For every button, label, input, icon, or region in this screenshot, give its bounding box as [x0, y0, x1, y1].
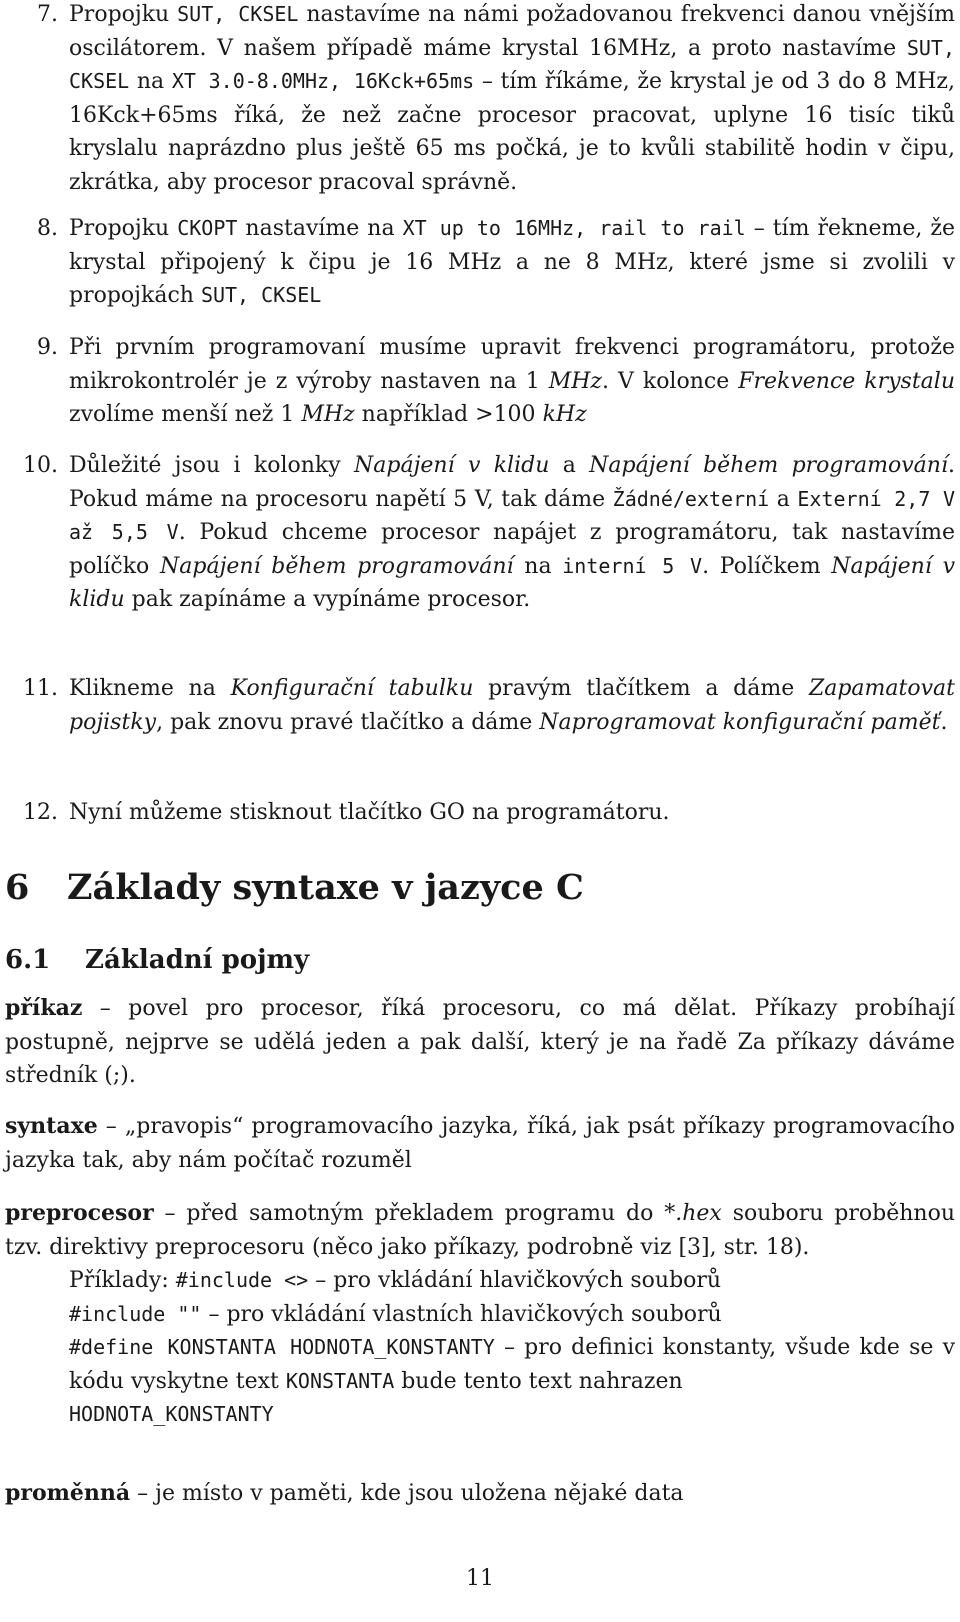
code-snippet: #include <>: [175, 1268, 309, 1292]
example-text: – pro vkládání vlastních hlavičkových souborů: [201, 1301, 722, 1327]
text-run: .: [940, 709, 948, 735]
item-number: 12.: [23, 800, 58, 825]
examples-label: Příklady:: [69, 1268, 176, 1293]
text-run: . Políčkem: [702, 553, 832, 579]
text-run: pak zapínáme a vypínáme procesor.: [124, 587, 531, 612]
item-number: 11.: [23, 676, 58, 701]
code-text: Externí 2,7 V až 5,5 V: [69, 486, 955, 544]
code-snippet: HODNOTA_KONSTANTY: [69, 1402, 274, 1426]
definition-syntaxe: [5, 1110, 955, 1177]
text-run: – tím řekneme, že krystal připojený k čipu je 16 MHz a ne 8 MHz, které jsme si zvolili v propojkách: [69, 216, 955, 308]
text-run: pravým tlačítkem a dáme: [473, 676, 809, 701]
code-text: SUT, CKSEL: [200, 283, 322, 307]
item-body: [69, 796, 955, 830]
text-run: Nyní můžeme stisknout tlačítko GO na programátoru.: [69, 800, 670, 825]
file-extension: *.hex: [664, 1201, 722, 1226]
code-text: XT 3.0-8.0MHz, 16Kck+65ms: [171, 69, 475, 93]
text-run: Důležité jsou i kolonky: [69, 453, 355, 478]
item-number: 8.: [37, 216, 58, 241]
emphasis-text: MHz: [548, 368, 603, 394]
text-run: , pak znovu pravé tlačítko a dáme: [156, 709, 540, 735]
term-text: souboru proběhnou tzv. direktivy preprocesoru (něco jako příkazy, podrobně viz [3], str. 18).: [5, 1201, 955, 1260]
term-text: – povel pro procesor, říká procesoru, co má dělat. Příkazy probíhají postupně, nejprve se udělá jeden a pak další, který je na řadě Za příkazy dáváme středník (;).: [5, 996, 955, 1088]
term-text: – „pravopis“ programovacího jazyka, říká, jak psát příkazy programovacího jazyka tak, aby nám počítač rozuměl: [5, 1114, 955, 1173]
code-text: interní 5 V: [562, 553, 703, 578]
item-body: [69, 212, 955, 313]
item-body: [69, 449, 955, 617]
code-snippet: #define KONSTANTA HODNOTA_KONSTANTY: [69, 1335, 495, 1359]
example-line-1: [5, 1264, 955, 1298]
item-number: 9.: [37, 335, 58, 360]
emphasis-text: Frekvence krystalu: [738, 368, 955, 394]
term-head: syntaxe: [5, 1113, 98, 1139]
example-line-4: [5, 1398, 955, 1432]
text-run: Propojku: [69, 2, 178, 27]
definition-promenna: [5, 1477, 955, 1511]
code-text: SUT, CKSEL: [69, 35, 955, 93]
text-run: na: [129, 69, 172, 94]
emphasis-text: Napájení během programování: [160, 553, 514, 579]
emphasis-text: Napájení v klidu: [354, 453, 550, 478]
text-run: – tím říkáme, že krystal je od 3 do 8 MHz, 16Kck+65ms říká, že než začne procesor pracovat, uplyne 16 tisíc tiků kryslalu naprázdno plus ještě 65 ms počká, je to kvůli stabilitě hodin v čipu, zkrátka, aby procesor pracoval správně.: [69, 69, 955, 195]
subsection-title: Základní pojmy: [85, 945, 310, 975]
section-title: Základy syntaxe v jazyce C: [67, 867, 584, 908]
example-text: – pro definici konstanty, všude kde se v kódu vyskytne text: [69, 1335, 956, 1394]
text-run: . Pokud chceme procesor napájet z programátoru, tak nastavíme políčko: [69, 520, 956, 579]
code-text: SUT, CKSEL: [177, 2, 299, 26]
text-run: Při prvním programovaní musíme upravit frekvenci programátoru, protože mikrokontrolér je z výroby nastaven na 1: [69, 335, 955, 394]
emphasis-text: Konfigurační tabulku: [230, 676, 474, 701]
emphasis-text: Napájení v klidu: [69, 553, 955, 612]
term-head: příkaz: [5, 995, 83, 1021]
emphasis-text: MHz: [301, 402, 355, 427]
text-run: zvolíme menší než 1: [69, 402, 302, 427]
term-head: proměnná: [5, 1480, 131, 1506]
text-run: na: [513, 553, 563, 579]
page-number: 11: [466, 1566, 494, 1591]
code-text: CKOPT: [177, 216, 238, 240]
code-snippet: KONSTANTA: [285, 1368, 395, 1393]
emphasis-text: kHz: [542, 402, 587, 427]
definition-prikaz: [5, 992, 955, 1093]
code-text: Žádné/externí: [612, 486, 770, 511]
example-text: bude tento text nahrazen: [394, 1368, 683, 1394]
example-line-3: [5, 1331, 955, 1398]
text-run: a: [549, 453, 590, 478]
text-run: . Pokud máme na procesoru napětí 5 V, tak dáme: [69, 453, 955, 512]
text-run: nastavíme na námi požadovanou frekvenci danou vnějším oscilátorem. V našem případě máme krystal 16MHz, a proto nastavíme: [69, 2, 955, 61]
example-text: – pro vkládání hlavičkových souborů: [308, 1268, 722, 1293]
code-text: XT up to 16MHz, rail to rail: [402, 216, 746, 240]
term-text: – je místo v paměti, kde jsou uložena nějaké data: [130, 1481, 684, 1506]
text-run: Klikneme na: [69, 676, 231, 701]
emphasis-text: Zapamatovat pojistky: [69, 676, 955, 735]
term-head: preprocesor: [5, 1200, 154, 1226]
text-run: . V kolonce: [602, 368, 739, 394]
section-heading: [5, 868, 584, 908]
item-body: [69, 672, 955, 739]
item-number: 10.: [23, 453, 58, 478]
text-run: a: [769, 486, 798, 512]
emphasis-text: Naprogramovat konfigurační paměť: [539, 709, 941, 735]
subsection-number: 6.1: [5, 945, 51, 975]
code-snippet: #include "": [69, 1301, 202, 1326]
text-run: například >100: [354, 402, 543, 427]
text-run: Propojku: [69, 216, 178, 241]
definition-preprocesor: [5, 1197, 955, 1432]
subsection-heading: [5, 943, 309, 977]
item-body: [69, 0, 955, 199]
text-run: nastavíme na: [237, 216, 403, 241]
section-number: 6: [5, 867, 30, 908]
item-number: 7.: [37, 2, 58, 27]
term-text: – před samotným překladem programu do: [153, 1201, 665, 1226]
example-line-2: [5, 1298, 955, 1332]
emphasis-text: Napájení během programování: [589, 453, 948, 478]
item-body: [69, 331, 955, 432]
